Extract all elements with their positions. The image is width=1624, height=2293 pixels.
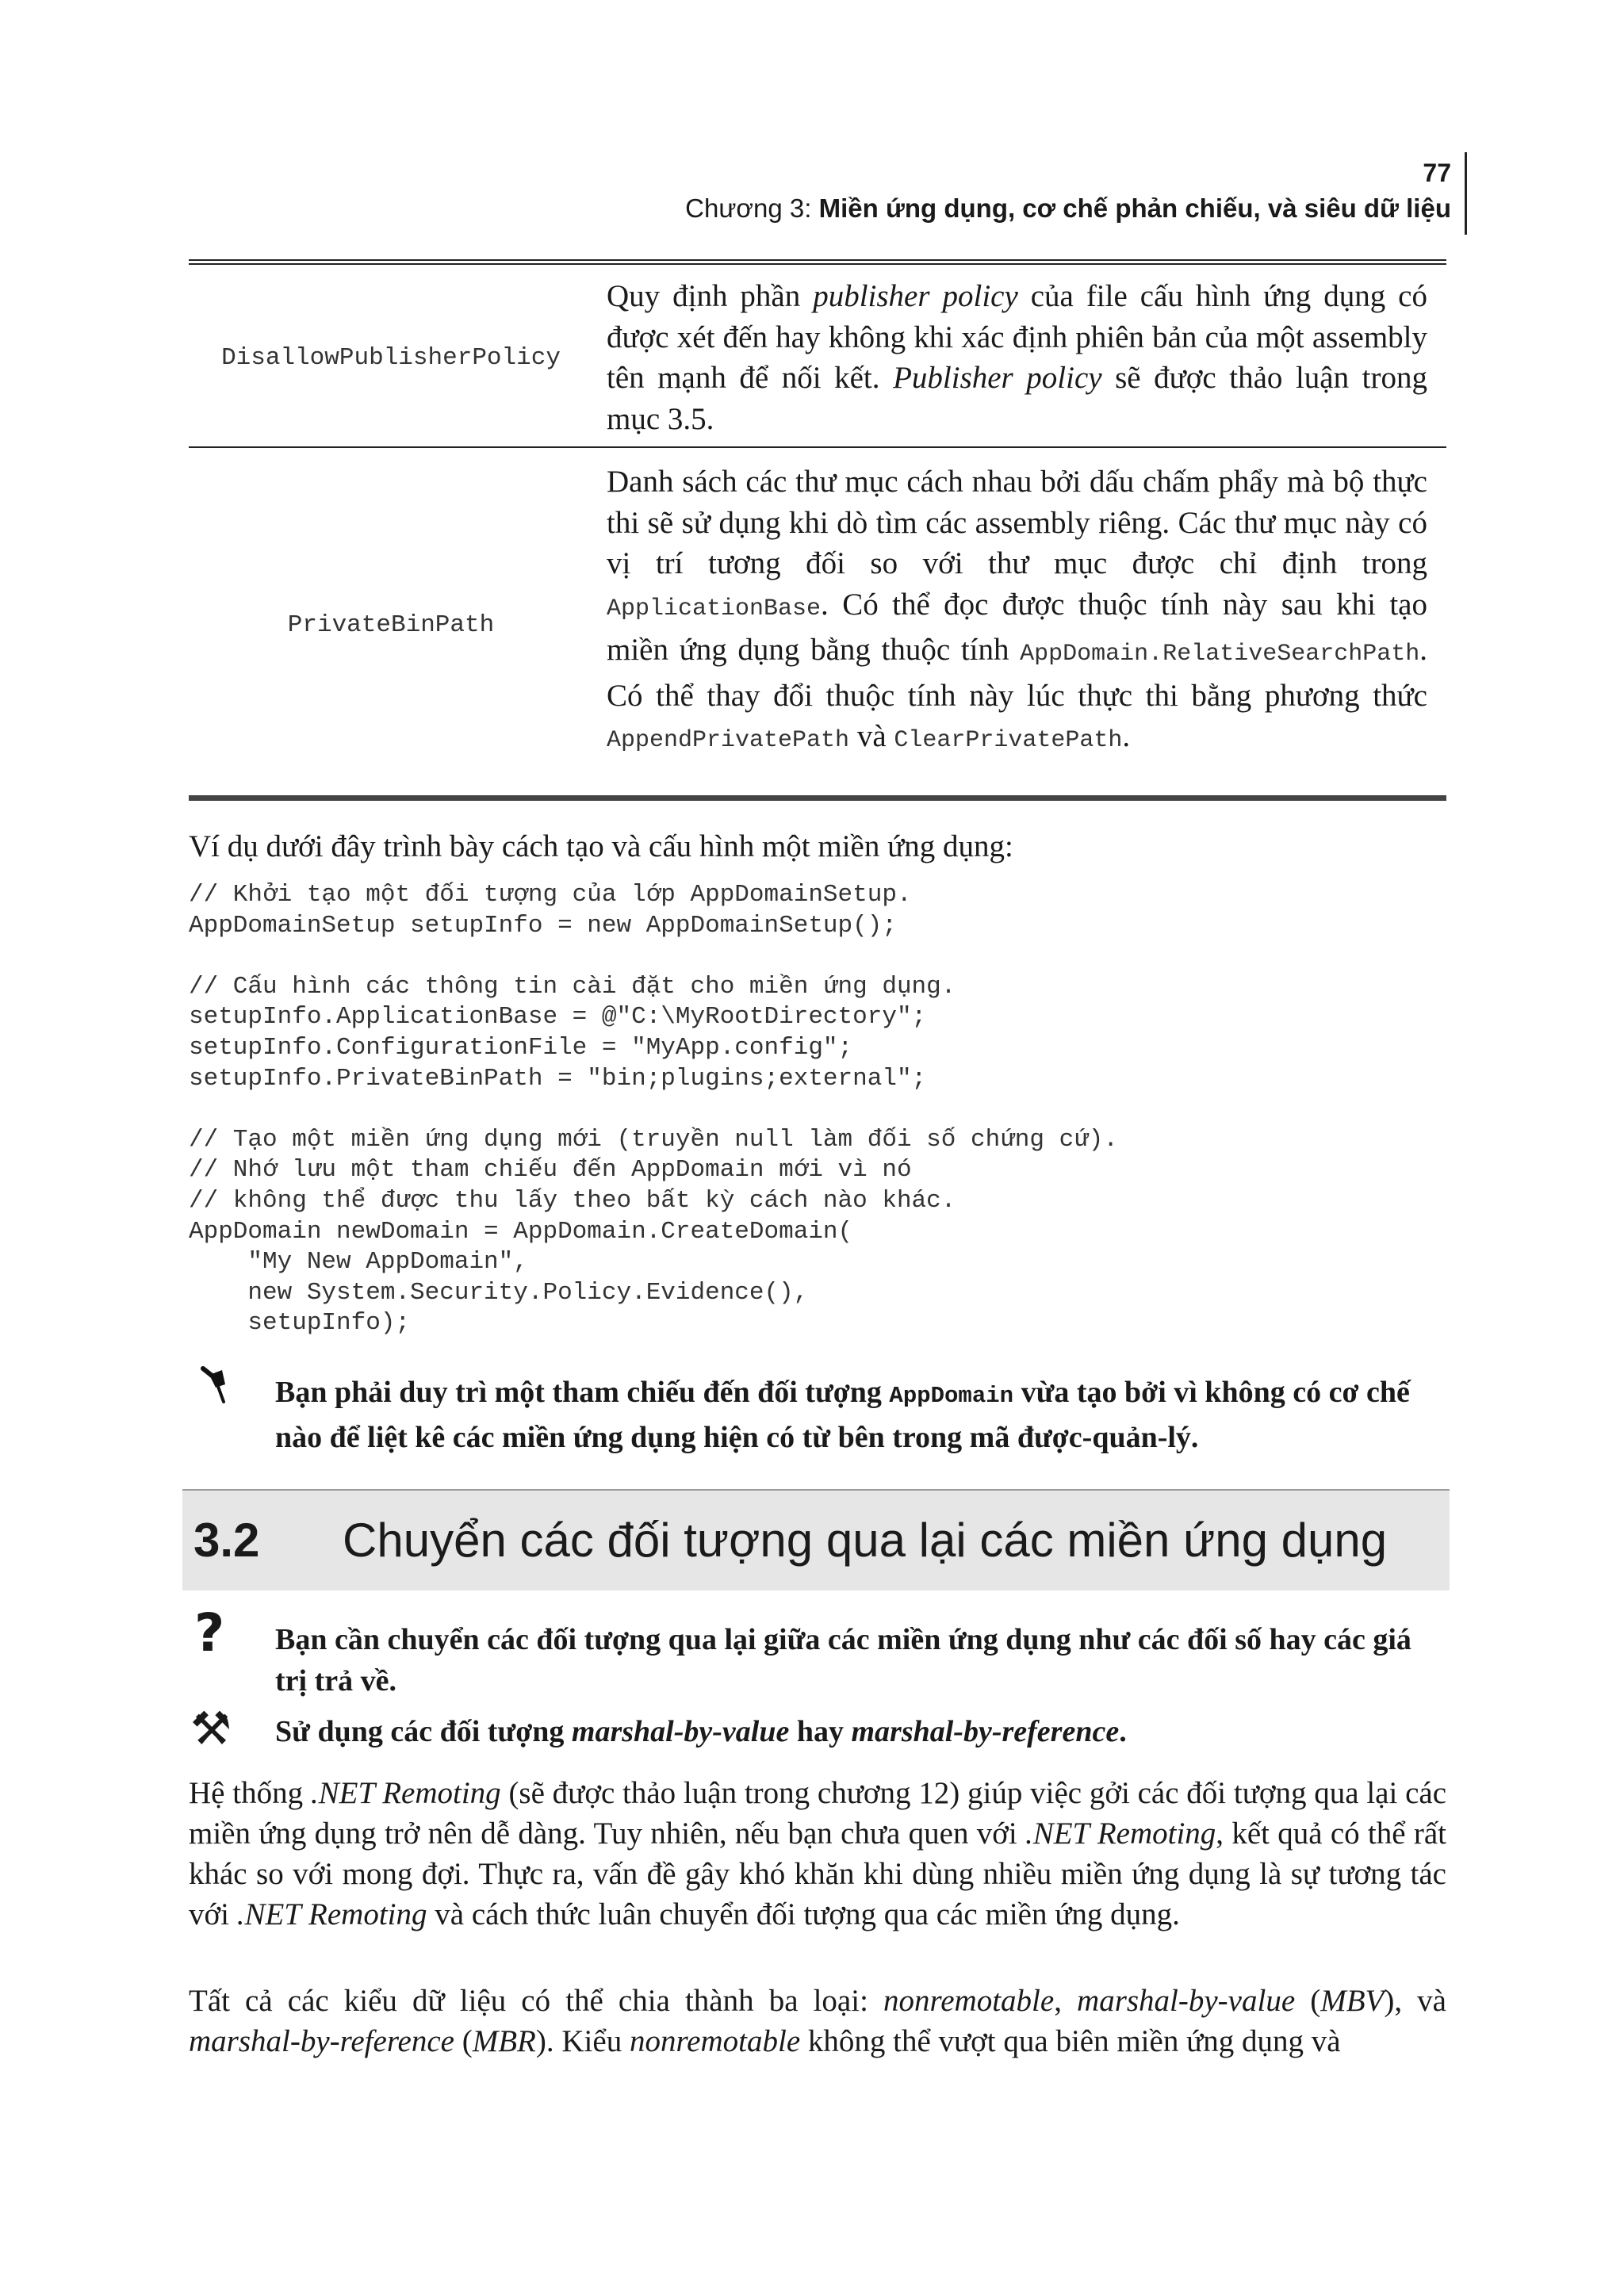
italic-run: marshal-by-reference (189, 2024, 454, 2058)
note-before: Bạn phải duy trì một tham chiếu đến đối tượng (275, 1376, 890, 1409)
body-paragraph-remoting (189, 1773, 1446, 1935)
note-after: vừa tạo bởi vì không có cơ chế nào để liệt kê các miền ứng dụng hiện có từ bên trong mã được-quản-lý. (275, 1376, 1410, 1454)
inline-code: AppDomain.RelativeSearchPath (1020, 641, 1420, 668)
code-listing: // Khởi tạo một đối tượng của lớp AppDomainSetup. AppDomainSetup setupInfo = new AppDomainSetup(); // Cấu hình các thông tin cài đặt cho miền ứng dụng. setupInfo.ApplicationBase = @"C:\MyRootDirectory"; setupInfo.ConfigurationFile = "MyApp.config"; setupInfo.PrivateBinPath = "bin;plugins;external"; // Tạo một miền ứng dụng mới (truyền null làm đối số chứng cứ). // Nhớ lưu một tham chiếu đến AppDomain mới vì nó // không thể được thu lấy theo bất kỳ cách nào khác. AppDomain newDomain = AppDomain.CreateDomain( "My New AppDomain", new System.Security.Policy.Evidence(), setupInfo); (189, 881, 1118, 1338)
inline-code: AppendPrivatePath (607, 727, 850, 754)
solution-em-mbr: marshal-by-reference (851, 1715, 1120, 1748)
chapter-prefix: Chương 3: (685, 193, 819, 223)
table-top-rule (189, 259, 1446, 265)
tools-icon: ⚒ (190, 1702, 232, 1755)
italic-run: nonremotable (629, 2024, 801, 2058)
header-rule (1465, 152, 1467, 235)
table-desc-disallow-publisher-policy (607, 276, 1427, 439)
solution-after: . (1119, 1715, 1127, 1748)
text-run: , (1054, 1984, 1078, 2018)
page-number: 77 (1423, 159, 1451, 187)
problem-text: Bạn cần chuyển các đối tượng qua lại giữa các miền ứng dụng như các đối số hay các giá trị trả về. (275, 1623, 1411, 1698)
text-run: ( (1295, 1984, 1321, 2018)
text-run: Quy định phần (607, 279, 814, 313)
text-run: Tất cả các kiểu dữ liệu có thể chia thành ba loại: (189, 1984, 883, 2018)
chapter-title: Miền ứng dụng, cơ chế phản chiếu, và siêu dữ liệu (818, 193, 1451, 223)
section-number: 3.2 (193, 1514, 260, 1567)
text-run: Hệ thống (189, 1776, 311, 1810)
italic-run: nonremotable (883, 1984, 1055, 2018)
solution-em-mbv: marshal-by-value (571, 1715, 790, 1748)
text-run: . Có thể thay đổi thuộc tính này lúc thực thi bằng phương thức (607, 633, 1427, 713)
text-run: ). Kiểu (535, 2024, 630, 2058)
table-row-divider (189, 446, 1446, 448)
italic-run: MBR (472, 2024, 536, 2058)
inline-code: ApplicationBase (607, 595, 822, 622)
note-text (275, 1372, 1447, 1458)
intro-paragraph: Ví dụ dưới đây trình bày cách tạo và cấu hình một miền ứng dụng: (189, 829, 1013, 863)
pushpin-icon (198, 1365, 230, 1407)
italic-run: .NET Remoting (236, 1897, 427, 1931)
italic-run: .NET Remoting (310, 1776, 501, 1810)
italic-run: marshal-by-value (1077, 1984, 1296, 2018)
section-title: Chuyển các đối tượng qua lại các miền ứng dụng (343, 1514, 1388, 1567)
table-bottom-rule (189, 795, 1446, 801)
text-run: . (1122, 719, 1131, 753)
solution-text (275, 1711, 1447, 1752)
table-desc-private-bin-path (607, 461, 1427, 762)
text-run: ( (454, 2024, 473, 2058)
table-key-private-bin-path: PrivateBinPath (287, 611, 495, 639)
italic-run: MBV (1320, 1984, 1385, 2018)
text-run: của file cấu hình ứng dụng có được xét đến hay không khi xác định phiên bản của một assembly tên mạnh để nối kết. (607, 279, 1427, 395)
text-run: (sẽ được thảo luận trong chương 12) giúp việc gởi các đối tượng qua lại các miền ứng dụng trở nên dễ dàng. Tuy nhiên, nếu bạn chưa quen với (189, 1776, 1446, 1851)
text-run: không thể vượt qua biên miền ứng dụng và (800, 2024, 1341, 2058)
italic-run: publisher policy (813, 279, 1018, 313)
solution-before: Sử dụng các đối tượng (275, 1715, 572, 1748)
body-paragraph-types (189, 1981, 1446, 2061)
text-run: , kết quả có thể rất khác so với mong đợi. Thực ra, vấn đề gây khó khăn khi dùng nhiều miền ứng dụng là sự tương tác với (189, 1816, 1446, 1931)
italic-run: .NET Remoting (1025, 1816, 1216, 1851)
table-key-disallow-publisher-policy: DisallowPublisherPolicy (221, 344, 561, 372)
question-icon: ? (194, 1602, 225, 1663)
text-run: và (849, 719, 894, 753)
text-run: và cách thức luân chuyển đối tượng qua các miền ứng dụng. (427, 1897, 1180, 1931)
note-code: AppDomain (889, 1383, 1014, 1409)
text-run: Danh sách các thư mục cách nhau bởi dấu chấm phẩy mà bộ thực thi sẽ sử dụng khi dò tìm các assembly riêng. Các thư mục này có vị trí tương đối so với thư mục được chỉ định trong (607, 465, 1427, 580)
italic-run: Publisher policy (893, 361, 1102, 395)
text-run: ), và (1384, 1984, 1446, 2018)
inline-code: ClearPrivatePath (894, 727, 1123, 754)
text-run: sẽ được thảo luận trong mục 3.5. (607, 361, 1427, 436)
solution-mid: hay (789, 1715, 852, 1748)
text-run: . Có thể đọc được thuộc tính này sau khi tạo miền ứng dụng bằng thuộc tính (607, 587, 1427, 667)
chapter-heading (685, 193, 1451, 224)
